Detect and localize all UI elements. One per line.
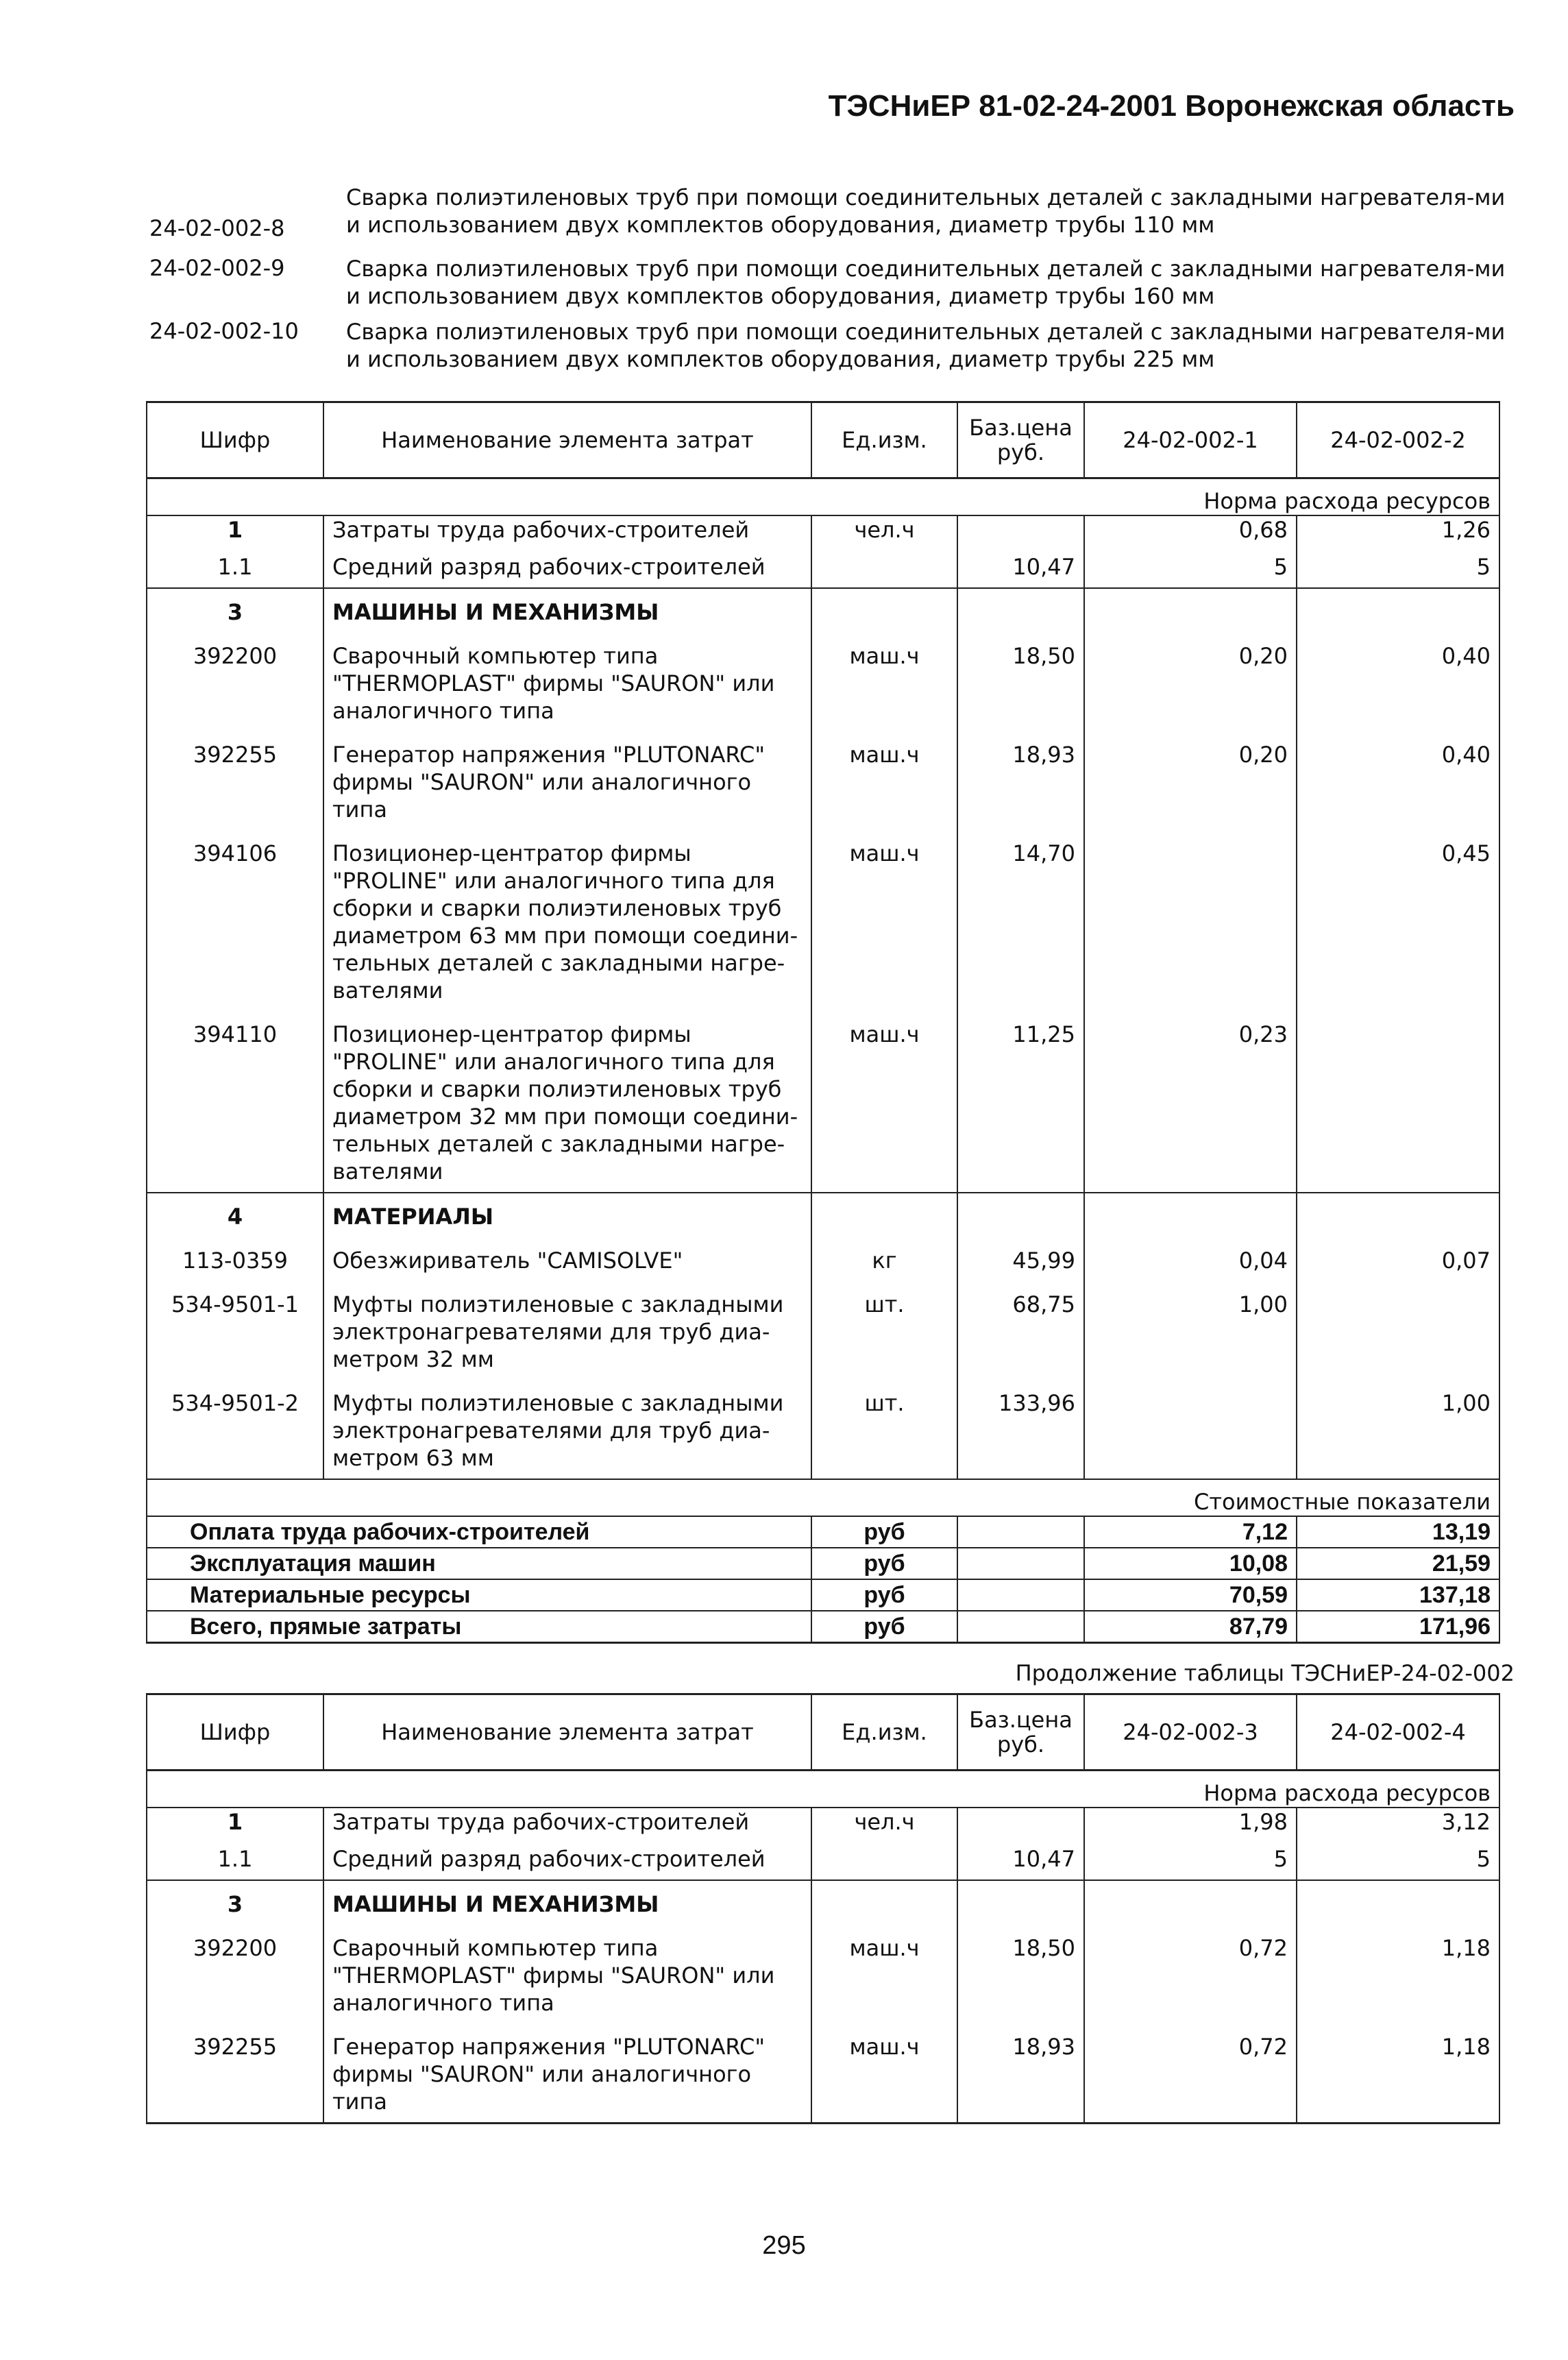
row-name: МАШИНЫ И МЕХАНИЗМЫ bbox=[323, 588, 811, 633]
row-code: 3 bbox=[147, 1880, 323, 1925]
row-unit: маш.ч bbox=[811, 2023, 957, 2124]
table-row bbox=[147, 544, 1499, 588]
total-value-a: 10,08 bbox=[1084, 1548, 1297, 1579]
row-unit: чел.ч bbox=[811, 1808, 957, 1836]
row-unit: маш.ч bbox=[811, 1925, 957, 2023]
header-code: Шифр bbox=[147, 402, 323, 478]
table-section-row bbox=[147, 1880, 1499, 1925]
intro-code: 24-02-002-10 bbox=[149, 318, 299, 344]
row-value-a bbox=[1084, 1380, 1297, 1479]
row-value-b: 1,26 bbox=[1297, 515, 1499, 544]
intro-code: 24-02-002-9 bbox=[149, 255, 285, 281]
table-row bbox=[147, 1237, 1499, 1281]
row-name: МАТЕРИАЛЫ bbox=[323, 1193, 811, 1237]
row-unit bbox=[811, 544, 957, 588]
row-value-b: 0,45 bbox=[1297, 830, 1499, 1011]
header-col-a: 24-02-002-3 bbox=[1084, 1694, 1297, 1771]
table-row bbox=[147, 515, 1499, 544]
row-price bbox=[957, 1808, 1084, 1836]
row-code: 534-9501-1 bbox=[147, 1281, 323, 1380]
row-name: Позиционер-центратор фирмы "PROLINE" или аналогичного типа для сборки и сварки полиэтиленовых труб диаметром 63 мм при помощи соедини-тельных деталей с закладными нагре-вателями bbox=[323, 830, 811, 1011]
row-value-b: 1,00 bbox=[1297, 1380, 1499, 1479]
total-price bbox=[957, 1516, 1084, 1548]
row-code: 394106 bbox=[147, 830, 323, 1011]
row-value-a bbox=[1084, 1880, 1297, 1925]
row-value-b bbox=[1297, 1011, 1499, 1193]
row-unit: чел.ч bbox=[811, 515, 957, 544]
row-value-b: 5 bbox=[1297, 544, 1499, 588]
row-price bbox=[957, 588, 1084, 633]
totals-row bbox=[147, 1548, 1499, 1579]
cost-label-row bbox=[147, 1479, 1499, 1516]
row-value-a: 0,04 bbox=[1084, 1237, 1297, 1281]
row-unit: кг bbox=[811, 1237, 957, 1281]
row-name: Муфты полиэтиленовые с закладными электронагревателями для труб диа-метром 32 мм bbox=[323, 1281, 811, 1380]
total-value-a: 70,59 bbox=[1084, 1579, 1297, 1611]
row-name: Средний разряд рабочих-строителей bbox=[323, 1836, 811, 1880]
row-code: 4 bbox=[147, 1193, 323, 1237]
table-row bbox=[147, 830, 1499, 1011]
row-name: Затраты труда рабочих-строителей bbox=[323, 1808, 811, 1836]
row-price: 14,70 bbox=[957, 830, 1084, 1011]
table-header-row bbox=[147, 1694, 1499, 1771]
row-code: 1.1 bbox=[147, 1836, 323, 1880]
row-price: 68,75 bbox=[957, 1281, 1084, 1380]
row-price bbox=[957, 515, 1084, 544]
row-value-b: 1,18 bbox=[1297, 2023, 1499, 2124]
norm-label-row bbox=[147, 1771, 1499, 1808]
row-unit bbox=[811, 1836, 957, 1880]
row-value-a: 5 bbox=[1084, 1836, 1297, 1880]
table-header-row bbox=[147, 402, 1499, 478]
intro-code: 24-02-002-8 bbox=[149, 215, 285, 241]
norm-label-row bbox=[147, 478, 1499, 516]
row-value-b: 1,18 bbox=[1297, 1925, 1499, 2023]
table-row bbox=[147, 1011, 1499, 1193]
row-name: Средний разряд рабочих-строителей bbox=[323, 544, 811, 588]
total-value-b: 21,59 bbox=[1297, 1548, 1499, 1579]
row-value-b bbox=[1297, 588, 1499, 633]
total-value-a: 7,12 bbox=[1084, 1516, 1297, 1548]
page-header-title: ТЭСНиЕР 81-02-24-2001 Воронежская область bbox=[828, 89, 1515, 123]
total-price bbox=[957, 1548, 1084, 1579]
header-unit: Ед.изм. bbox=[811, 402, 957, 478]
row-value-a: 0,72 bbox=[1084, 1925, 1297, 2023]
continuation-title: Продолжение таблицы ТЭСНиЕР-24-02-002 bbox=[1015, 1660, 1515, 1686]
total-value-b: 171,96 bbox=[1297, 1611, 1499, 1643]
row-price bbox=[957, 1193, 1084, 1237]
table-section-row bbox=[147, 1193, 1499, 1237]
total-value-b: 137,18 bbox=[1297, 1579, 1499, 1611]
cost-label: Стоимостные показатели bbox=[147, 1479, 1499, 1516]
row-value-b: 0,40 bbox=[1297, 731, 1499, 830]
row-price: 133,96 bbox=[957, 1380, 1084, 1479]
total-label: Материальные ресурсы bbox=[147, 1579, 811, 1611]
row-price: 18,93 bbox=[957, 731, 1084, 830]
row-price: 18,50 bbox=[957, 1925, 1084, 2023]
row-value-b bbox=[1297, 1281, 1499, 1380]
row-code: 392255 bbox=[147, 2023, 323, 2124]
row-unit: маш.ч bbox=[811, 830, 957, 1011]
header-col-a: 24-02-002-1 bbox=[1084, 402, 1297, 478]
table-row bbox=[147, 1836, 1499, 1880]
row-name: Сварочный компьютер типа "THERMOPLAST" фирмы "SAURON" или аналогичного типа bbox=[323, 1925, 811, 2023]
row-value-a bbox=[1084, 588, 1297, 633]
table-row bbox=[147, 1380, 1499, 1479]
row-value-b bbox=[1297, 1193, 1499, 1237]
row-unit: шт. bbox=[811, 1281, 957, 1380]
row-code: 1 bbox=[147, 1808, 323, 1836]
table-section-row bbox=[147, 588, 1499, 633]
row-unit bbox=[811, 588, 957, 633]
row-code: 534-9501-2 bbox=[147, 1380, 323, 1479]
totals-row bbox=[147, 1516, 1499, 1548]
row-price: 10,47 bbox=[957, 544, 1084, 588]
row-value-a: 0,68 bbox=[1084, 515, 1297, 544]
norm-label: Норма расхода ресурсов bbox=[147, 1771, 1499, 1808]
norms-table-1 bbox=[146, 401, 1500, 1644]
row-price: 18,93 bbox=[957, 2023, 1084, 2124]
row-name: Муфты полиэтиленовые с закладными электронагревателями для труб диа-метром 63 мм bbox=[323, 1380, 811, 1479]
total-value-a: 87,79 bbox=[1084, 1611, 1297, 1643]
row-value-a bbox=[1084, 1193, 1297, 1237]
row-code: 1 bbox=[147, 515, 323, 544]
row-unit: маш.ч bbox=[811, 633, 957, 731]
header-unit: Ед.изм. bbox=[811, 1694, 957, 1771]
total-price bbox=[957, 1579, 1084, 1611]
header-price: Баз.цена руб. bbox=[957, 1694, 1084, 1771]
totals-row bbox=[147, 1579, 1499, 1611]
table-row bbox=[147, 1281, 1499, 1380]
intro-text: Сварка полиэтиленовых труб при помощи соединительных деталей с закладными нагревателя-ми и использованием двух комплектов оборудования, диаметр трубы 160 мм bbox=[346, 256, 1506, 309]
row-name: Генератор напряжения "PLUTONARC" фирмы "SAURON" или аналогичного типа bbox=[323, 731, 811, 830]
total-label: Эксплуатация машин bbox=[147, 1548, 811, 1579]
row-code: 392200 bbox=[147, 633, 323, 731]
header-name: Наименование элемента затрат bbox=[323, 1694, 811, 1771]
intro-text: Сварка полиэтиленовых труб при помощи соединительных деталей с закладными нагревателя-ми и использованием двух комплектов оборудования, диаметр трубы 225 мм bbox=[346, 319, 1506, 372]
row-unit: шт. bbox=[811, 1380, 957, 1479]
row-price: 18,50 bbox=[957, 633, 1084, 731]
norms-table-2 bbox=[146, 1693, 1500, 2124]
row-value-a: 1,00 bbox=[1084, 1281, 1297, 1380]
total-unit: руб bbox=[811, 1579, 957, 1611]
row-unit bbox=[811, 1193, 957, 1237]
row-value-a: 0,72 bbox=[1084, 2023, 1297, 2124]
header-price: Баз.цена руб. bbox=[957, 402, 1084, 478]
row-value-a: 1,98 bbox=[1084, 1808, 1297, 1836]
row-value-b: 3,12 bbox=[1297, 1808, 1499, 1836]
row-code: 394110 bbox=[147, 1011, 323, 1193]
page-number: 295 bbox=[762, 2231, 806, 2260]
row-price: 45,99 bbox=[957, 1237, 1084, 1281]
row-price: 10,47 bbox=[957, 1836, 1084, 1880]
header-col-b: 24-02-002-4 bbox=[1297, 1694, 1499, 1771]
table-row bbox=[147, 731, 1499, 830]
row-unit bbox=[811, 1880, 957, 1925]
header-code: Шифр bbox=[147, 1694, 323, 1771]
row-value-b bbox=[1297, 1880, 1499, 1925]
table-row bbox=[147, 1808, 1499, 1836]
table-row bbox=[147, 1925, 1499, 2023]
total-label: Оплата труда рабочих-строителей bbox=[147, 1516, 811, 1548]
row-name: Генератор напряжения "PLUTONARC" фирмы "SAURON" или аналогичного типа bbox=[323, 2023, 811, 2124]
row-name: Сварочный компьютер типа "THERMOPLAST" фирмы "SAURON" или аналогичного типа bbox=[323, 633, 811, 731]
total-unit: руб bbox=[811, 1611, 957, 1643]
totals-row bbox=[147, 1611, 1499, 1643]
row-value-b: 0,07 bbox=[1297, 1237, 1499, 1281]
row-value-b: 5 bbox=[1297, 1836, 1499, 1880]
header-col-b: 24-02-002-2 bbox=[1297, 402, 1499, 478]
table-row bbox=[147, 2023, 1499, 2124]
total-label: Всего, прямые затраты bbox=[147, 1611, 811, 1643]
row-code: 392255 bbox=[147, 731, 323, 830]
row-value-a: 5 bbox=[1084, 544, 1297, 588]
total-value-b: 13,19 bbox=[1297, 1516, 1499, 1548]
row-price bbox=[957, 1880, 1084, 1925]
row-value-a bbox=[1084, 830, 1297, 1011]
row-name: Позиционер-центратор фирмы "PROLINE" или аналогичного типа для сборки и сварки полиэтиленовых труб диаметром 32 мм при помощи соедини-тельных деталей с закладными нагре-вателями bbox=[323, 1011, 811, 1193]
row-code: 113-0359 bbox=[147, 1237, 323, 1281]
row-name: Затраты труда рабочих-строителей bbox=[323, 515, 811, 544]
row-value-a: 0,20 bbox=[1084, 731, 1297, 830]
row-code: 392200 bbox=[147, 1925, 323, 2023]
row-value-a: 0,23 bbox=[1084, 1011, 1297, 1193]
row-value-b: 0,40 bbox=[1297, 633, 1499, 731]
row-name: Обезжириватель "CAMISOLVE" bbox=[323, 1237, 811, 1281]
total-price bbox=[957, 1611, 1084, 1643]
total-unit: руб bbox=[811, 1548, 957, 1579]
norm-label: Норма расхода ресурсов bbox=[147, 478, 1499, 516]
table-row bbox=[147, 633, 1499, 731]
intro-text: Сварка полиэтиленовых труб при помощи соединительных деталей с закладными нагревателя-ми и использованием двух комплектов оборудования, диаметр трубы 110 мм bbox=[346, 184, 1506, 238]
row-value-a: 0,20 bbox=[1084, 633, 1297, 731]
header-name: Наименование элемента затрат bbox=[323, 402, 811, 478]
row-price: 11,25 bbox=[957, 1011, 1084, 1193]
row-unit: маш.ч bbox=[811, 731, 957, 830]
row-unit: маш.ч bbox=[811, 1011, 957, 1193]
row-code: 3 bbox=[147, 588, 323, 633]
row-name: МАШИНЫ И МЕХАНИЗМЫ bbox=[323, 1880, 811, 1925]
row-code: 1.1 bbox=[147, 544, 323, 588]
total-unit: руб bbox=[811, 1516, 957, 1548]
